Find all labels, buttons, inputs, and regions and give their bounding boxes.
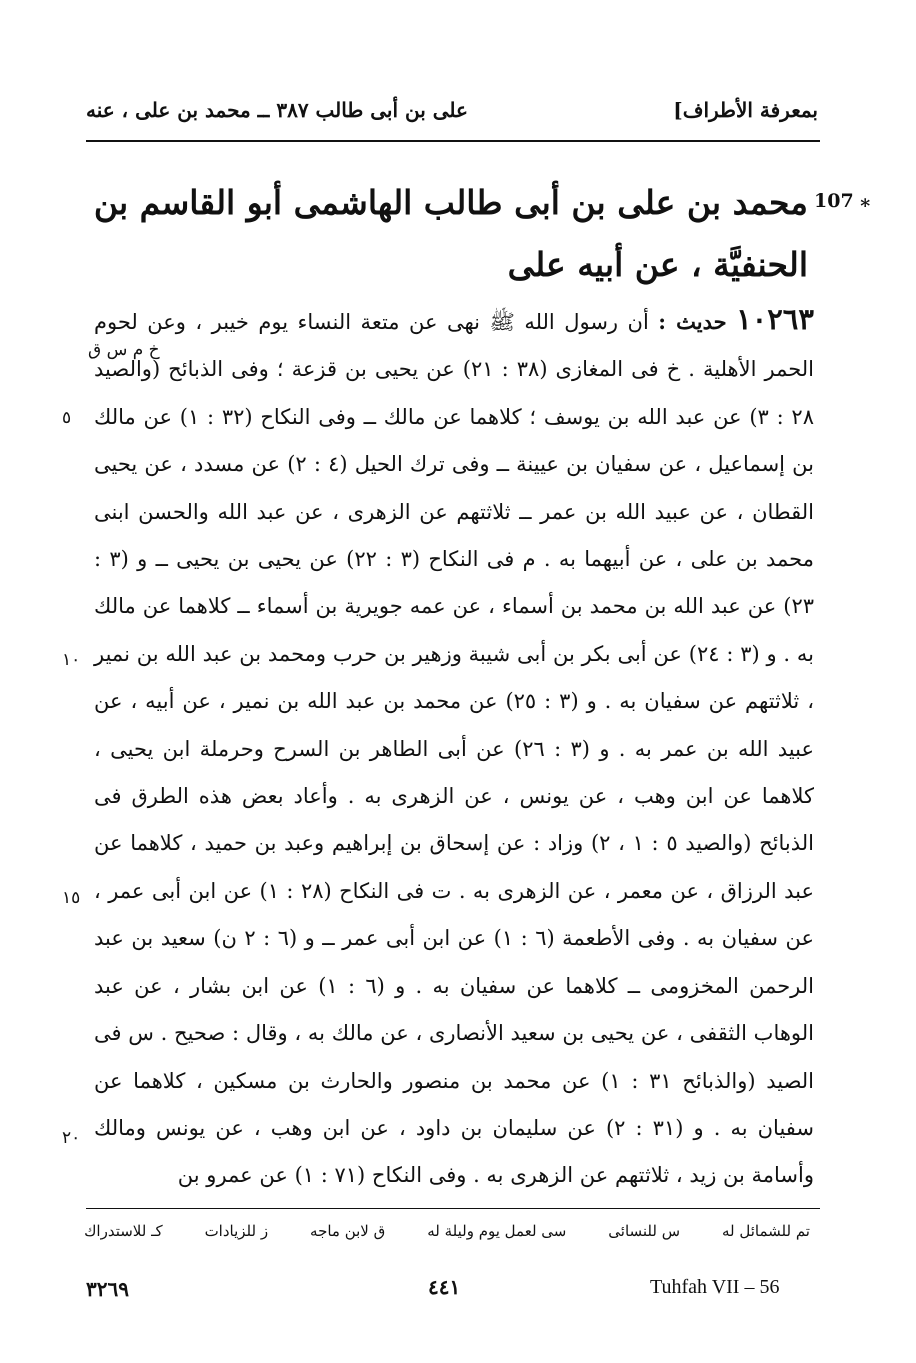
header-section-title: بمعرفة الأطراف] bbox=[673, 98, 818, 122]
line-number: ١٠ bbox=[62, 650, 81, 670]
legend-item: تم للشمائل له bbox=[721, 1222, 810, 1240]
legend-item: سى لعمل يوم وليلة له bbox=[427, 1222, 567, 1240]
volume-reference: Tuhfah VII – 56 bbox=[650, 1276, 780, 1298]
header-rule bbox=[86, 140, 820, 142]
line-number: ٢٠ bbox=[62, 1128, 81, 1148]
page-number: ٤٤١ bbox=[428, 1275, 461, 1299]
margin-sigla: خ م س ق bbox=[88, 340, 160, 360]
hadith-number: ١٠٢٦٣ bbox=[736, 302, 814, 336]
legend-item: كـ للاستدراك bbox=[84, 1222, 163, 1240]
hadith-text: أن رسول الله ﷺ نهى عن متعة النساء يوم خيبر ، وعن لحوم الحمر الأهلية . خ فى المغازى (٣٨ : ٢١) عن يحيى بن قزعة ؛ وفى الذبائح (والصيد ٢٨ : ٣) عن عبد الله بن يوسف ؛ كلاهما عن مالك ــ وفى النكاح (٣٢ : ١) عن مالك بن إسماعيل ، عن سفيان بن عيينة ــ وفى ترك الحيل (٤ : ٢) عن مسدد ، عن يحيى القطان ، عن عبيد الله بن عمر ــ ثلاثتهم عن الزهرى ، عن عبد الله والحسن ابنى محمد بن على ، عن أبيهما به . م فى النكاح (٣ : ٢٢) عن يحيى بن يحيى ــ و (٣ : ٢٣) عن عبد الله بن محمد بن أسماء ، عن عمه جويرية بن أسماء ــ كلاهما عن مالك به . و (٣ : ٢٤) عن أبى بكر بن أبى شيبة وزهير بن حرب ومحمد بن عبد الله بن نمير ، ثلاثتهم عن سفيان به . و (٣ : ٢٥) عن محمد بن عبد الله بن نمير ، عن أبيه ، عن عبيد الله بن عمر به . و (٣ : ٢٦) عن أبى الطاهر بن السرح وحرملة ابن يحيى ، كلاهما عن ابن وهب ، عن يونس ، عن الزهرى به . وأعاد بعض هذه الطرق فى الذبائح (والصيد ٥ : ١ ، ٢) وزاد : عن إسحاق بن إبراهيم وعبد بن حميد ، كلاهما عن عبد الرزاق ، عن معمر ، عن الزهرى به . ت فى النكاح (٢٨ : ١) عن ابن أبى عمر ، عن سفيان به . وفى الأطعمة (٦ : ١) عن ابن أبى عمر ــ و (٦ : ٢ ن) سعيد بن عبد الرحمن المخزومى ــ كلاهما عن سفيان به . و (٦ : ١) عن ابن بشار ، عن عبد الوهاب الثقفى ، عن يحيى بن سعيد الأنصارى ، عن مالك به ، وقال : صحيح . س فى الصيد (والذبائح ٣١ : ١) عن محمد بن منصور والحارث بن مسكين ، كلاهما عن سفيان به . و (٣١ : ٢) عن سليمان بن داود ، عن ابن وهب ، عن يونس ومالك وأسامة بن زيد ، ثلاثتهم عن الزهرى به . وفى النكاح (٧١ : ١) عن عمرو بن bbox=[94, 310, 815, 1188]
legend-item: س للنسائى bbox=[608, 1222, 681, 1240]
hadith-label: حديث : bbox=[658, 309, 727, 334]
legend-item: ق لابن ماجه bbox=[310, 1222, 386, 1240]
entry-title: محمد بن على بن أبى طالب الهاشمى أبو القاسم بن الحنفيَّة ، عن أبيه على bbox=[93, 183, 808, 284]
footer-left-number: ٣٢٦٩ bbox=[86, 1277, 129, 1301]
footer-rule bbox=[86, 1208, 820, 1209]
header-range: على بن أبى طالب ٣٨٧ ــ محمد بن على ، عنه bbox=[86, 98, 468, 122]
line-number: ٥ bbox=[62, 408, 72, 428]
legend-item: ز للزيادات bbox=[204, 1222, 269, 1240]
running-header bbox=[86, 92, 818, 134]
line-number: ١٥ bbox=[62, 888, 81, 908]
hadith-body bbox=[94, 296, 814, 1200]
entry-number: 107 ⁎ bbox=[814, 190, 871, 212]
abbreviation-legend bbox=[84, 1222, 810, 1252]
